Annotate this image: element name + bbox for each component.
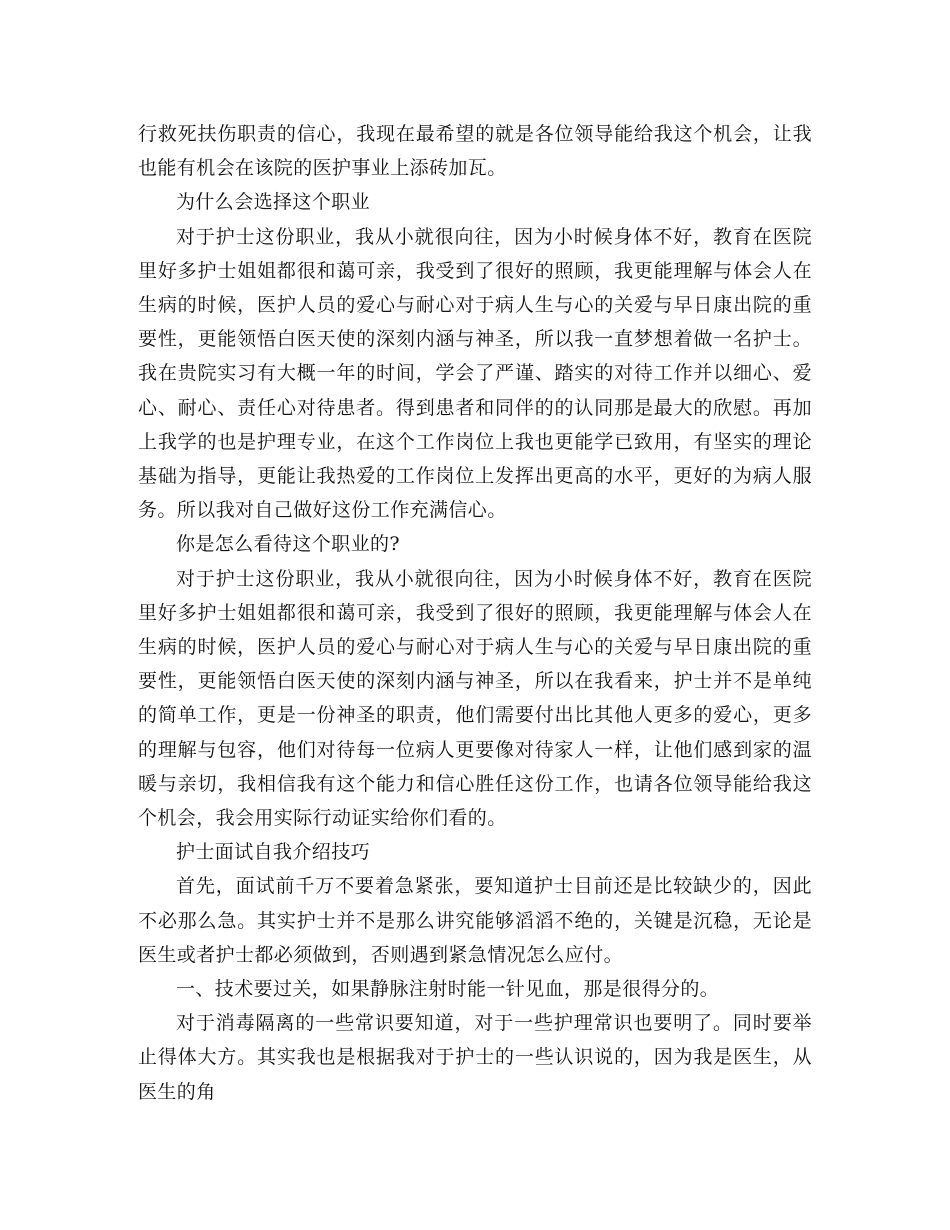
body-paragraph: 首先，面试前千万不要着急紧张，要知道护士目前还是比较缺少的，因此不必那么急。其实护士并不是那么讲究能够滔滔不绝的，关键是沉稳，无论是医生或者护士都必须做到，否则遇到紧急情况怎么应付。 — [138, 875, 812, 966]
body-paragraph: 行救死扶伤职责的信心，我现在最希望的就是各位领导能给我这个机会，让我也能有机会在该院的医护事业上添砖加瓦。 — [138, 123, 812, 180]
body-paragraph: 对于护士这份职业，我从小就很向往，因为小时候身体不好，教育在医院里好多护士姐姐都很和蔼可亲，我受到了很好的照顾，我更能理解与体会人在生病的时候，医护人员的爱心与耐心对于病人生与心的关爱与早日康出院的重要性，更能领悟白医天使的深刻内涵与神圣，所以我一直梦想着做一名护士。我在贵院实习有大概一年的时间，学会了严谨、踏实的对待工作并以细心、爱心、耐心、责任心对待患者。得到患者和同伴的的认同那是最大的欣慰。再加上我学的也是护理专业，在这个工作岗位上我也更能学已致用，有坚实的理论基础为指导，更能让我热爱的工作岗位上发挥出更高的水平，更好的为病人服务。所以我对自己做好这份工作充满信心。 — [138, 225, 812, 522]
body-paragraph: 对于护士这份职业，我从小就很向往，因为小时候身体不好，教育在医院里好多护士姐姐都很和蔼可亲，我受到了很好的照顾，我更能理解与体会人在生病的时候，医护人员的爱心与耐心对于病人生与心的关爱与早日康出院的重要性，更能领悟白医天使的深刻内涵与神圣，所以在我看来，护士并不是单纯的简单工作，更是一份神圣的职责，他们需要付出比其他人更多的爱心，更多的理解与包容，他们对待每一位病人更要像对待家人一样，让他们感到家的温暖与亲切，我相信我有这个能力和信心胜任这份工作，也请各位领导能给我这个机会，我会用实际行动证实给你们看的。 — [138, 567, 812, 830]
body-paragraph: 对于消毒隔离的一些常识要知道，对于一些护理常识也要明了。同时要举止得体大方。其实我也是根据我对于护士的一些认识说的，因为我是医生，从医生的角 — [138, 1012, 812, 1103]
body-paragraph: 一、技术要过关，如果静脉注射时能一针见血，那是很得分的。 — [176, 978, 720, 1001]
document-page — [138, 117, 812, 1109]
section-heading: 你是怎么看待这个职业的? — [176, 533, 400, 556]
section-heading: 为什么会选择这个职业 — [176, 191, 371, 214]
section-heading: 护士面试自我介绍技巧 — [176, 841, 371, 864]
